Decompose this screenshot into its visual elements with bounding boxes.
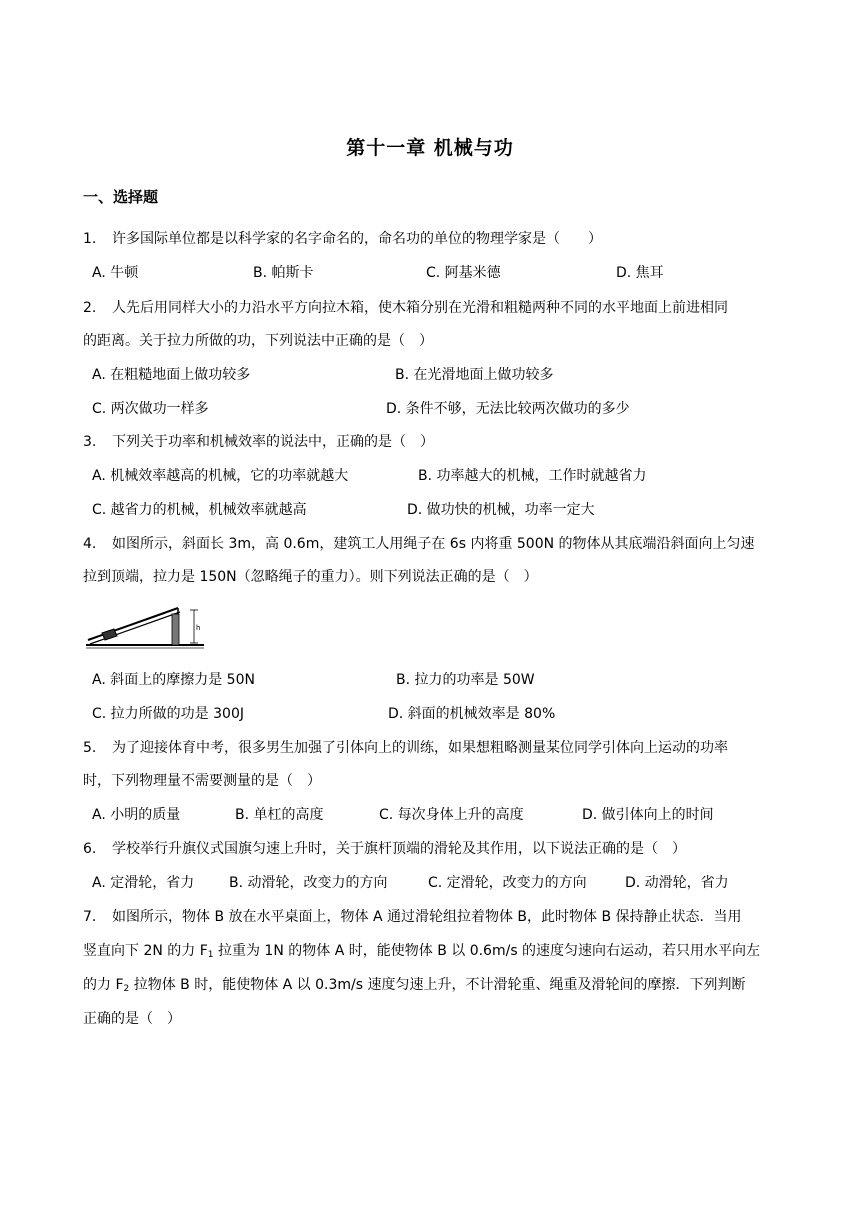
question-number: 2.	[83, 300, 97, 316]
question-number: 4.	[83, 536, 97, 552]
question-number: 1.	[83, 231, 97, 247]
text-segment: 拉物体 B 时，能使物体 A 以 0.3m/s 速度匀速上升，不计滑轮重、绳重及滑轮间的摩擦．下列判断	[129, 977, 746, 993]
q5-option-b: B. 单杠的高度	[235, 807, 324, 823]
q5-option-c: C. 每次身体上升的高度	[379, 807, 524, 823]
question-1-stem	[83, 228, 602, 248]
q3-option-b: B. 功率越大的机械，工作时就越省力	[418, 468, 647, 484]
q3-option-d: D. 做功快的机械，功率一定大	[407, 502, 595, 518]
question-7-line-4: 正确的是（ ）	[83, 1011, 181, 1027]
text-segment: 的力 F	[83, 977, 124, 993]
question-text: 下列关于功率和机械效率的说法中，正确的是（ ）	[112, 434, 434, 450]
question-6-stem	[83, 838, 686, 858]
question-3-stem	[83, 431, 434, 451]
question-number: 5.	[83, 740, 97, 756]
q6-option-b: B. 动滑轮，改变力的方向	[229, 875, 388, 891]
question-5-stem	[83, 737, 728, 757]
question-text: 为了迎接体育中考，很多男生加强了引体向上的训练，如果想粗略测量某位同学引体向上运动的功率	[112, 740, 728, 756]
question-text: 如图所示，物体 B 放在水平桌面上，物体 A 通过滑轮组拉着物体 B，此时物体 B 保持静止状态．当用	[112, 909, 742, 925]
question-text: 如图所示，斜面长 3m，高 0.6m，建筑工人用绳子在 6s 内将重 500N 的物体从其底端沿斜面向上匀速	[112, 536, 755, 552]
q6-option-a: A. 定滑轮，省力	[92, 875, 195, 891]
q5-option-a: A. 小明的质量	[92, 807, 181, 823]
q3-option-c: C. 越省力的机械，机械效率就越高	[92, 502, 307, 518]
question-7-stem	[83, 906, 742, 926]
chapter-title: 第十一章 机械与功	[346, 137, 514, 159]
q5-option-d: D. 做引体向上的时间	[582, 807, 714, 823]
question-text: 学校举行升旗仪式国旗匀速上升时，关于旗杆顶端的滑轮及其作用，以下说法正确的是（ ）	[112, 841, 686, 857]
q4-option-a: A. 斜面上的摩擦力是 50N	[92, 672, 255, 688]
q4-option-c: C. 拉力所做的功是 300J	[92, 706, 244, 722]
svg-text:h: h	[196, 624, 201, 632]
question-5-stem-cont: 时，下列物理量不需要测量的是（ ）	[83, 773, 321, 789]
text-segment: 竖直向下 2N 的力 F	[83, 943, 208, 959]
question-4-stem-cont: 拉到顶端，拉力是 150N（忽略绳子的重力）。则下列说法正确的是（ ）	[83, 569, 538, 585]
q3-option-a: A. 机械效率越高的机械，它的功率就越大	[92, 468, 349, 484]
question-2-stem	[83, 297, 728, 317]
question-7-line-2	[83, 940, 760, 960]
q6-option-c: C. 定滑轮，改变力的方向	[428, 875, 587, 891]
section-heading: 一、选择题	[83, 188, 159, 206]
text-segment: 拉重为 1N 的物体 A 时，能使物体 B 以 0.6m/s 的速度匀速向右运动，若只用水平向左	[213, 943, 761, 959]
question-text: 许多国际单位都是以科学家的名字命名的，命名功的单位的物理学家是（ ）	[112, 231, 602, 247]
q6-option-d: D. 动滑轮，省力	[625, 875, 729, 891]
q1-option-b: B. 帕斯卡	[253, 265, 314, 281]
question-number: 7.	[83, 909, 97, 925]
inclined-plane-figure	[86, 600, 206, 656]
q1-option-a: A. 牛顿	[92, 265, 139, 281]
subscript: 2	[123, 984, 130, 994]
q2-option-d: D. 条件不够，无法比较两次做功的多少	[386, 401, 630, 417]
q2-option-c: C. 两次做功一样多	[92, 401, 209, 417]
question-4-stem	[83, 533, 755, 553]
q2-option-b: B. 在光滑地面上做功较多	[395, 367, 554, 383]
question-7-line-3	[83, 974, 746, 994]
q4-option-b: B. 拉力的功率是 50W	[396, 672, 535, 688]
question-text: 人先后用同样大小的力沿水平方向拉木箱，使木箱分别在光滑和粗糙两种不同的水平地面上前进相同	[112, 300, 728, 316]
question-number: 3.	[83, 434, 97, 450]
q2-option-a: A. 在粗糙地面上做功较多	[92, 367, 251, 383]
subscript: 1	[207, 950, 214, 960]
q4-option-d: D. 斜面的机械效率是 80%	[388, 706, 556, 722]
inclined-plane-diagram	[86, 600, 206, 652]
q1-option-c: C. 阿基米德	[426, 265, 501, 281]
q1-option-d: D. 焦耳	[616, 265, 664, 281]
question-number: 6.	[83, 841, 97, 857]
question-2-stem-cont: 的距离。关于拉力所做的功，下列说法中正确的是（ ）	[83, 333, 433, 349]
